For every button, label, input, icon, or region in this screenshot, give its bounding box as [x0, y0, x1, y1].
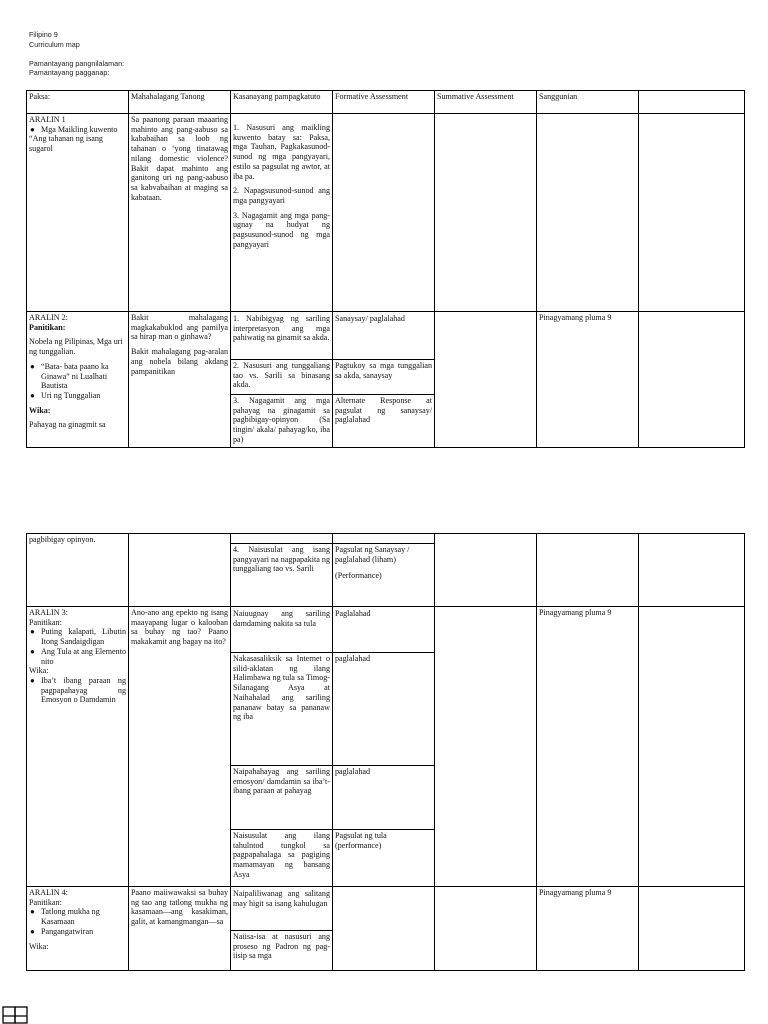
tanong-item: Bakit mahalagang magkakabuklod ang pamilya sa hirap man o ginhawa? — [131, 313, 228, 342]
list-item: ● Iba’t ibang paraan ng pagpapahayag ng Emosyon o Damdamin — [29, 676, 126, 705]
formative-cell — [333, 607, 435, 887]
list-item: ● Tatlong mukha ng Kasamaan — [29, 907, 126, 926]
header-row — [27, 91, 745, 114]
formative-item: Paglalahad — [335, 609, 371, 618]
sanggunian-cell: Pinagyamang pluma 9 — [537, 312, 639, 448]
kasanayan-item: Naipaliliwanag ang salitang may higit sa isang kahulugan — [233, 889, 330, 908]
kasanayan-item: Naiuugnay ang sariling damdaming nakita sa tula — [233, 609, 330, 628]
nobela-text: Nobela ng Pilipinas, Mga uri ng tunggalian. — [29, 337, 123, 357]
kasanayan-item: Nakasasaliksik sa Internet o silid-aklatan ng ilang Halimbawa ng tula sa Timog-Silanagang Asya at Naihahalad ang sariling pananaw batay sa pananaw ng iba — [231, 652, 332, 765]
kasanayan-item: 3. Nagagamit ang mga pang-ugnay na hudyat ng pagsusunod-sunod ng mga pangyayari — [233, 210, 330, 249]
kasanayan-cell — [231, 312, 333, 448]
kasanayan-cell — [231, 114, 333, 312]
paksa-cell — [27, 887, 129, 971]
kasanayan-item: Naiisa-isa at nasusuri ang proseso ng Padron ng pag-iisip sa mga — [233, 932, 330, 961]
paksa-cell — [27, 607, 129, 887]
curriculum-map-table-page2 — [26, 533, 745, 971]
tanong-cell: Paano maiiwawaksi sa buhay ng tao ang tatlong mukha ng kasamaan—ang kasakiman, galit, at kamangmangan—sa — [129, 887, 231, 971]
kasanayan-item: 4. Naisusulat ang isang pangyayari na nagpapakita ng tunggaliang tao vs. Sarili — [233, 545, 330, 574]
kasanayan-cell — [231, 887, 333, 971]
table-row-aralin-3 — [27, 607, 745, 887]
col-header-blank — [639, 91, 745, 114]
subject-label: Filipino 9 — [29, 30, 58, 39]
sanggunian-cell: Pinagyamang pluma 9 — [537, 887, 639, 971]
col-header-formative: Formative Assessment — [333, 91, 435, 114]
paksa-cell: pagbibigay opinyon. — [27, 534, 129, 607]
tanong-item: Bakit mahalagang pag-aralan ang nobela bilang akdang pampanitikan — [131, 347, 228, 376]
list-item: ● Uri ng Tunggalian — [29, 391, 126, 401]
list-item: ● Ang Tula at ang Elemento nito — [29, 647, 126, 666]
col-header-sanggunian: Sanggunian — [537, 91, 639, 114]
table-row-aralin-2-cont — [27, 534, 745, 607]
list-item: ● Mga Maikling kuwento — [29, 125, 126, 135]
col-header-tanong: Mahahalagang Tanong — [129, 91, 231, 114]
panitikan-label: Panitikan: — [29, 322, 66, 332]
wika-label: Wika: — [29, 405, 51, 415]
list-item: ● Puting kalapati, Libutin Itong Sandaigdigan — [29, 627, 126, 646]
kasanayan-cell — [231, 607, 333, 887]
page-corner-icon — [2, 1005, 28, 1024]
tanong-cell: Sa paanong paraan maaaring mahinto ang pang-aabuso sa kababaihan sa loob ng tahanan o ‘yong tinatawag nilang domestic violence? Bakit dapat mahinto ang ganitong uri ng pang-aabuso sa kabvabaihan at maging sa kabataan. — [129, 114, 231, 312]
aralin-title: ARALIN 2: — [29, 313, 68, 322]
kasanayan-item: 2. Napagsusunod-sunod ang mga pangyayari — [233, 186, 330, 205]
panitikan-label: Panitikan: — [29, 617, 62, 627]
formative-item: Sanaysay/ paglalahad — [335, 314, 405, 323]
paksa-cell — [27, 312, 129, 448]
curriculum-map-table-page1 — [26, 90, 745, 448]
tanong-cell — [129, 312, 231, 448]
formative-cell — [333, 312, 435, 448]
list-item: ● “Bata- bata paano ka Ginawa” ni Lualhati Bautista — [29, 362, 126, 391]
col-header-kasanayan: Kasanayang pampagkatuto — [231, 91, 333, 114]
formative-item: paglalahad — [333, 652, 434, 765]
kasanayan-cell — [231, 534, 333, 607]
col-header-paksa: Paksa: — [27, 91, 129, 114]
aralin-title: ARALIN 1 — [29, 115, 66, 124]
pamantayang-pangnilalaman: Pamantayang pangnilalaman: — [29, 58, 125, 68]
sanggunian-cell: Pinagyamang pluma 9 — [537, 607, 639, 887]
table-row-aralin-1 — [27, 114, 745, 312]
col-header-summative: Summative Assessment — [435, 91, 537, 114]
aralin-title: ARALIN 4: — [29, 888, 68, 897]
aralin-title: ARALIN 3: — [29, 608, 68, 617]
story-title: “Ang tahanan ng isang sugarol — [29, 134, 103, 154]
kasanayan-item: 1. Nasusuri ang maikling kuwento batay sa: Paksa, mga Tauhan, Pagkakasunod-sunod ng mga pangyayari, estilo sa pagsulat ng awtor, at iba pa. — [233, 123, 330, 181]
pahayag-text: Pahayag na ginagmit sa — [29, 420, 106, 430]
formative-item: (Performance) — [335, 571, 382, 581]
formative-item: paglalahad — [333, 765, 434, 829]
kasanayan-item: 1. Nabibigyag ng sariling interpretasyon ang mga pahiwatig na ginamit sa akda. — [233, 314, 330, 343]
formative-cell — [333, 534, 435, 607]
kasanayan-item: 3. Nagagamit ang mga pahayag na ginagamit sa pagbibigay-opinyon (Sa tingin/ akala/ pahayag/ko, iba pa) — [233, 396, 330, 444]
formative-item: Pagsulat ng tula (performance) — [333, 829, 434, 851]
formative-item: Alternate Response at pagsulat ng sanaysay/ paglalahad — [335, 396, 432, 425]
pamantayang-pagganap: Pamantayang pagganap: — [29, 68, 110, 78]
kasanayan-item: Naisusulat ang ilang tahulntod tungkol sa pagpapahalaga sa pagiging mamamayan ng bansang Asya — [233, 831, 330, 879]
tanong-cell: Ano-ano ang epekto ng isang maayapang lugar o kalooban sa buhay ng tao? Paano makakamit ang bagay na ito? — [129, 607, 231, 887]
wika-label: Wika: — [29, 941, 49, 951]
table-row-aralin-4 — [27, 887, 745, 971]
wika-label: Wika: — [29, 666, 49, 676]
kasanayan-item: 2. Nasusuri ang tunggaliang tao vs. Sarili sa binasang akda. — [231, 359, 332, 394]
table-row-aralin-2 — [27, 312, 745, 448]
paksa-cell — [27, 114, 129, 312]
kasanayan-item: Naipahahayag ang sariling emosyon/ damdamin sa iba’t-ibang paraan at pahayag — [231, 765, 332, 829]
formative-item: Pagsulat ng Sanaysay / paglalahad (liham) — [333, 543, 434, 565]
panitikan-label: Panitikan: — [29, 897, 62, 907]
list-item: ● Pangangatwiran — [29, 927, 126, 937]
document-header — [29, 30, 124, 78]
doc-type-label: Curriculum map — [29, 39, 80, 49]
formative-item: Pagtukoy sa mga tunggalian sa akda, sanaysay — [333, 359, 434, 394]
